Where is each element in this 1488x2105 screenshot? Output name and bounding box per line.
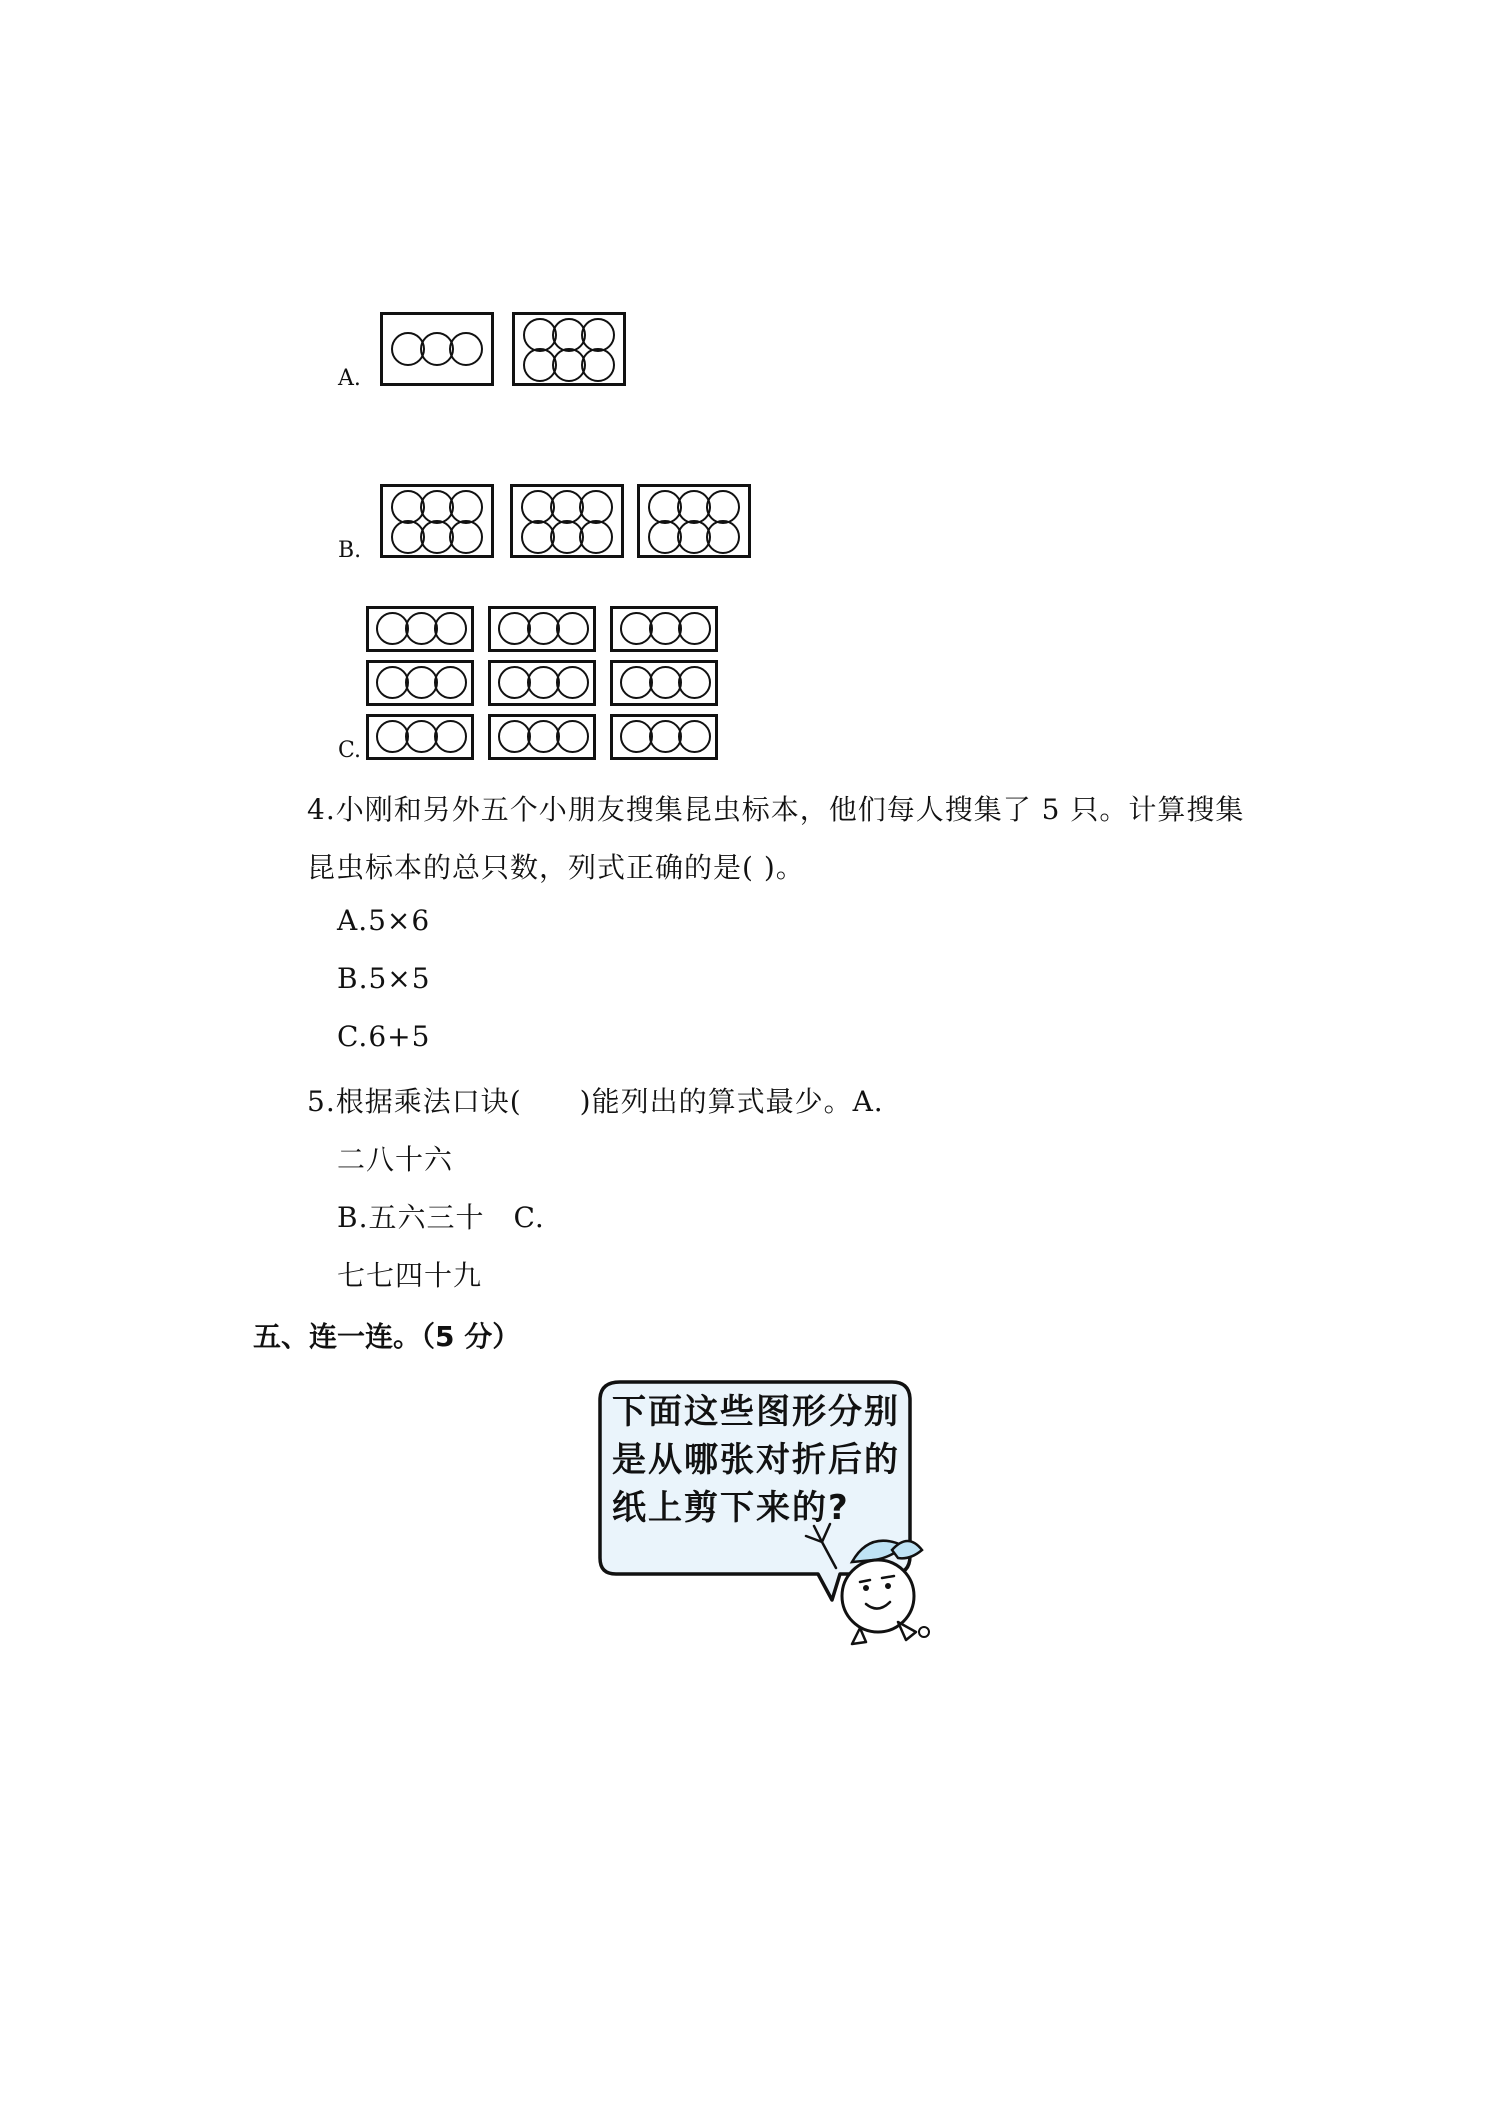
speech-bubble-line1: 下面这些图形分别 <box>612 1392 900 1432</box>
box-6-circles <box>510 484 624 558</box>
q5-line3: B.五六三十 C. <box>337 1201 545 1234</box>
box-3-circles <box>610 606 718 652</box>
circle <box>434 720 467 753</box>
q5-line1: 5.根据乘法口诀( )能列出的算式最少。A. <box>307 1085 884 1118</box>
circle <box>706 490 740 524</box>
speech-bubble-line2: 是从哪张对折后的 <box>612 1440 900 1480</box>
box-3-circles <box>488 714 596 760</box>
circle <box>678 666 711 699</box>
box-3-circles <box>366 606 474 652</box>
option-c-label: C. <box>338 738 362 763</box>
box-3-circles <box>610 714 718 760</box>
circle <box>579 520 613 554</box>
box-6-circles <box>637 484 751 558</box>
q5-line4: 七七四十九 <box>337 1259 483 1292</box>
section-heading: 五、连一连。（5 分） <box>253 1320 521 1353</box>
option-b-label: B. <box>338 538 362 563</box>
q5-line2: 二八十六 <box>337 1143 454 1176</box>
circle <box>434 666 467 699</box>
box-3-circles <box>366 714 474 760</box>
box-3-circles <box>488 606 596 652</box>
box-3-circles <box>366 660 474 706</box>
circle <box>678 720 711 753</box>
option-a-label: A. <box>338 366 361 391</box>
circle <box>434 612 467 645</box>
circle <box>449 332 483 366</box>
circle <box>581 348 615 382</box>
box-3-circles <box>610 660 718 706</box>
circle <box>581 318 615 352</box>
circle <box>579 490 613 524</box>
circle <box>706 520 740 554</box>
box-6-circles <box>380 484 494 558</box>
circle <box>556 612 589 645</box>
circle <box>556 666 589 699</box>
circle <box>449 520 483 554</box>
q4-stem-line1: 4.小刚和另外五个小朋友搜集昆虫标本，他们每人搜集了 5 只。计算搜集 <box>307 793 1245 826</box>
box-6-circles <box>512 312 626 386</box>
q4-stem-line2: 昆虫标本的总只数，列式正确的是( )。 <box>307 851 805 884</box>
box-3-circles <box>488 660 596 706</box>
q4-option-b: B.5×5 <box>337 962 431 995</box>
box-3-circles <box>380 312 494 386</box>
circle <box>556 720 589 753</box>
q4-option-a: A.5×6 <box>337 904 431 937</box>
speech-bubble-line3: 纸上剪下来的? <box>612 1488 850 1528</box>
q4-option-c: C.6+5 <box>337 1020 431 1053</box>
mascot-illustration <box>800 1520 940 1650</box>
circle <box>678 612 711 645</box>
circle <box>449 490 483 524</box>
